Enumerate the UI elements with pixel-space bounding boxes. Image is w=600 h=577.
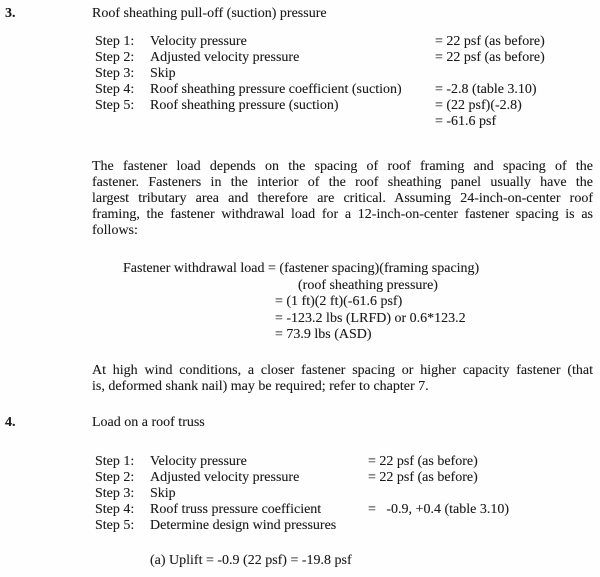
step-description: Velocity pressure — [150, 454, 247, 469]
item-3-title: Roof sheathing pull-off (suction) pressure — [92, 6, 327, 21]
step-description: Determine design wind pressures — [150, 518, 337, 533]
equation-line: Fastener withdrawal load = (fastener spacing)(framing spacing) — [123, 261, 480, 276]
step-row — [95, 486, 600, 502]
paragraph-line: The fastener load depends on the spacing of roof framing and spacing of the — [92, 159, 593, 174]
equation-line: = 73.9 lbs (ASD) — [275, 327, 372, 343]
fastener-withdrawal-equation — [123, 261, 593, 344]
item-4-title: Load on a roof truss — [92, 415, 205, 430]
step-row — [95, 50, 600, 66]
step-label: Step 3: — [95, 66, 135, 81]
paragraph-line: largest tributary area and therefore are critical. Assuming 24-inch-on-center roof — [92, 191, 593, 206]
paragraph-line: is, deformed shank nail) may be required; refer to chapter 7. — [92, 379, 429, 394]
item-4-steps-table — [95, 454, 600, 534]
item-3-number: 3. — [5, 6, 16, 21]
step-label: Step 4: — [95, 82, 135, 97]
step-description: Roof truss pressure coefficient — [150, 502, 322, 517]
step-label: Step 4: — [95, 502, 135, 517]
paragraph-line: fastener. Fasteners in the interior of the roof sheathing panel usually have the — [92, 175, 593, 190]
item-3-steps-table — [95, 34, 600, 130]
step-value: = 22 psf (as before) — [368, 454, 478, 469]
step-label: Step 2: — [95, 50, 135, 65]
step-row-continuation — [95, 114, 600, 130]
step-label: Step 3: — [95, 486, 135, 501]
step-label: Step 2: — [95, 470, 135, 485]
step-row — [95, 454, 600, 470]
step-label: Step 5: — [95, 518, 135, 533]
step-row — [95, 98, 600, 114]
step-value: = (22 psf)(-2.8) — [435, 98, 522, 113]
step-row — [95, 470, 600, 486]
step-value: = -61.6 psf — [435, 114, 497, 129]
step-row — [95, 66, 600, 82]
item-4-number: 4. — [5, 415, 16, 430]
step-description: Skip — [150, 66, 176, 81]
step-description: Adjusted velocity pressure — [150, 470, 300, 485]
step-description: Roof sheathing pressure (suction) — [150, 98, 339, 113]
paragraph-line: framing, the fastener withdrawal load for a 12-inch-on-center fastener spacing is as — [92, 207, 593, 222]
fastener-load-paragraph — [92, 159, 593, 239]
step-row — [95, 518, 600, 534]
uplift-result-line: (a) Uplift = -0.9 (22 psf) = -19.8 psf — [150, 553, 352, 568]
equation-line: = (1 ft)(2 ft)(-61.6 psf) — [275, 294, 403, 310]
step-value: = 22 psf (as before) — [435, 34, 545, 49]
step-value: = 22 psf (as before) — [435, 50, 545, 65]
step-label: Step 1: — [95, 34, 135, 49]
high-wind-note-paragraph — [92, 363, 593, 395]
step-value: = -0.9, +0.4 (table 3.10) — [368, 502, 509, 517]
equation-line: = -123.2 lbs (LRFD) or 0.6*123.2 — [275, 310, 466, 326]
step-label: Step 5: — [95, 98, 135, 113]
step-value: = 22 psf (as before) — [368, 470, 478, 485]
step-row — [95, 34, 600, 50]
equation-line: (roof sheathing pressure) — [298, 277, 438, 293]
step-label — [95, 114, 150, 130]
step-description: Skip — [150, 486, 176, 501]
step-label: Step 1: — [95, 454, 135, 469]
paragraph-line: At high wind conditions, a closer fastener spacing or higher capacity fastener (that — [92, 363, 593, 378]
step-row — [95, 502, 600, 518]
step-row — [95, 82, 600, 98]
step-description: Roof sheathing pressure coefficient (suction) — [150, 82, 402, 97]
step-description: Velocity pressure — [150, 34, 247, 49]
paragraph-line: follows: — [92, 223, 138, 238]
step-description: Adjusted velocity pressure — [150, 50, 300, 65]
step-description — [150, 114, 435, 130]
step-value: = -2.8 (table 3.10) — [435, 82, 537, 97]
